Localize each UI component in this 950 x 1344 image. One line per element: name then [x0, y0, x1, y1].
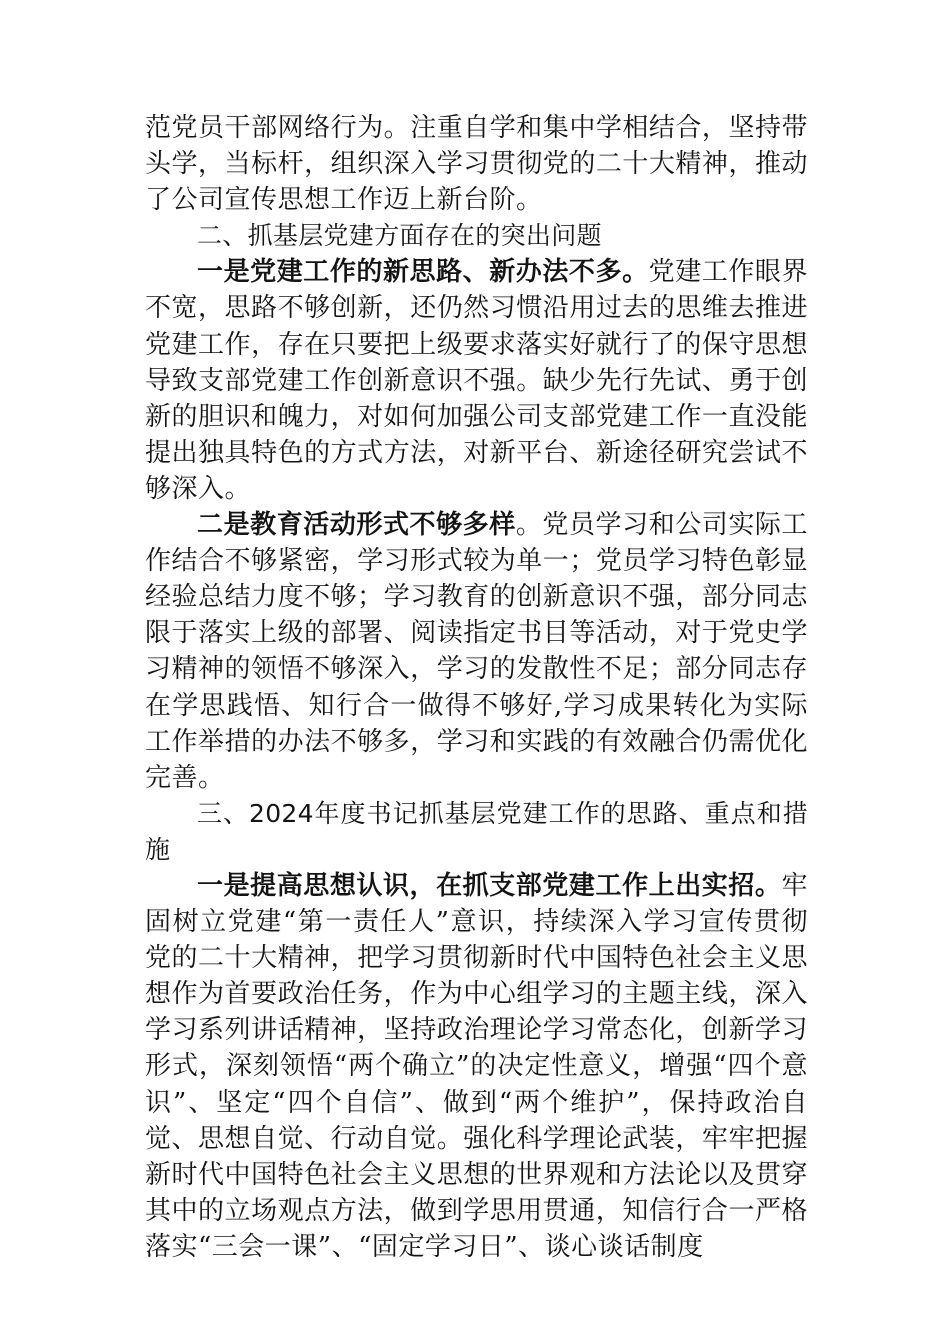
paragraph-issue-1-lead: 一是党建工作的新思路、新办法不多。	[197, 257, 649, 288]
paragraph-measure-1-lead: 一是提高思想认识，在抓支部党建工作上出实招。	[197, 870, 782, 901]
paragraph-issue-2-text: 。党员学习和公司实际工作结合不够紧密，学习形式较为单一；党员学习特色彰显经验总结力度不够；学习教育的创新意识不强，部分同志限于落实上级的部署、阅读指定书目等活动，对于党史学习精神的领悟不够深入，学习的发散性不足；部分同志存在学思践悟、知行合一做得不够好,学习成果转化为实际工作举措的办法不够多，学习和实践的有效融合仍需优化完善。	[145, 510, 808, 793]
paragraph-issue-2	[145, 507, 808, 796]
paragraph-issue-2-lead: 二是教育活动形式不够多样	[197, 510, 516, 541]
paragraph-measure-1-text: 牢固树立党建“第一责任人”意识，持续深入学习宣传贯彻党的二十大精神，把学习贯彻新时代中国特色社会主义思想作为首要政治任务，作为中心组学习的主题主线，深入学习系列讲话精神，坚持政治理论学习常态化，创新学习形式，深刻领悟“两个确立”的决定性意义，增强“四个意识”、坚定“四个自信”、做到“两个维护”，保持政治自觉、思想自觉、行动自觉。强化科学理论武装，牢牢把握新时代中国特色社会主义思想的世界观和方法论以及贯穿其中的立场观点方法，做到学思用贯通，知信行合一严格落实“三会一课”、“固定学习日”、谈心谈话制度	[145, 870, 808, 1262]
paragraph-continuation: 范党员干部网络行为。注重自学和集中学相结合，坚持带头学，当标杆，组织深入学习贯彻党的二十大精神，推动了公司宣传思想工作迈上新台阶。	[145, 113, 808, 216]
paragraph-measure-1	[145, 868, 808, 1265]
section-heading-2: 二、抓基层党建方面存在的突出问题	[197, 221, 602, 251]
paragraph-issue-1-text: 党建工作眼界不宽，思路不够创新，还仍然习惯沿用过去的思维去推进党建工作，存在只要把上级要求落实好就行了的保守思想导致支部党建工作创新意识不强。缺少先行先试、勇于创新的胆识和魄力，对如何加强公司支部党建工作一直没能提出独具特色的方式方法，对新平台、新途径研究尝试不够深入。	[145, 257, 808, 504]
paragraph-issue-1	[145, 254, 808, 507]
section-heading-3: 三、2024年度书记抓基层党建工作的思路、重点和措施	[145, 798, 808, 864]
document-page	[145, 110, 808, 1265]
